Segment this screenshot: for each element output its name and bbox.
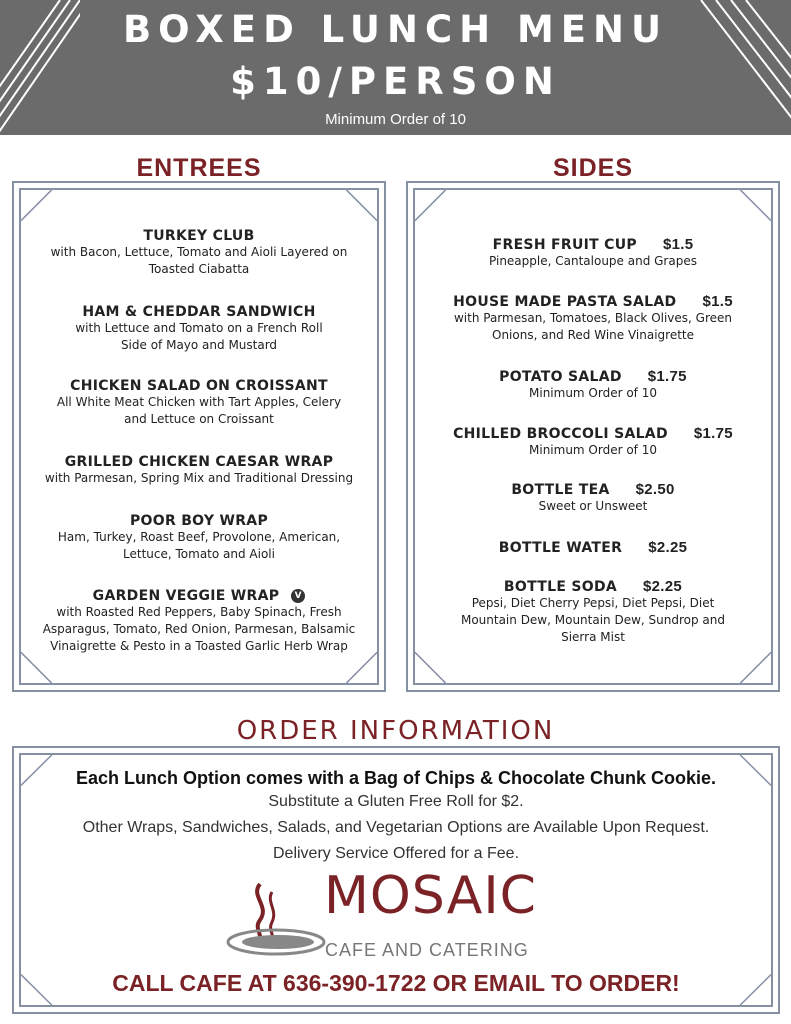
entree-description: with Parmesan, Spring Mix and Traditional Dressing [44, 471, 354, 485]
side-price: $1.5 [662, 236, 694, 253]
side-name: CHILLED BROCCOLI SALAD [453, 426, 668, 442]
call-to-order-line: CALL CAFE AT 636-390-1722 OR EMAIL TO ORDER! [112, 970, 680, 996]
entree-name: TURKEY CLUB [143, 228, 255, 244]
entree-item [14, 513, 384, 563]
sides-heading: SIDES [552, 154, 634, 182]
sides-frame [406, 181, 780, 692]
entree-description: with Lettuce and Tomato on a French Roll [75, 321, 323, 335]
entree-item [14, 588, 384, 655]
entree-description: Asparagus, Tomato, Red Onion, Parmesan, Balsamic [42, 622, 356, 636]
entree-description: Side of Mayo and Mustard [120, 338, 278, 352]
side-description: Pepsi, Diet Cherry Pepsi, Diet Pepsi, Diet [471, 596, 715, 610]
logo-tagline: CAFE AND CATERING [325, 940, 529, 960]
entree-description: Vinaigrette & Pesto in a Toasted Garlic Herb Wrap [50, 639, 348, 653]
side-item [408, 425, 778, 459]
side-item [408, 236, 778, 270]
entree-description: Lettuce, Tomato and Aioli [123, 547, 275, 561]
entree-description: with Bacon, Lettuce, Tomato and Aioli Layered on [50, 245, 348, 259]
entrees-heading: ENTREES [136, 154, 262, 182]
side-price: $2.50 [635, 481, 675, 498]
entree-description: All White Meat Chicken with Tart Apples, Celery [56, 395, 342, 409]
entree-name: GRILLED CHICKEN CAESAR WRAP [64, 454, 334, 470]
order-info-frame [12, 746, 780, 1014]
side-item [408, 368, 778, 402]
side-item [408, 293, 778, 344]
entree-name: CHICKEN SALAD ON CROISSANT [70, 378, 328, 394]
menu-title: BOXED LUNCH MENU [122, 8, 669, 51]
side-description: Onions, and Red Wine Vinaigrette [492, 328, 694, 342]
side-item [408, 578, 778, 646]
side-name: HOUSE MADE PASTA SALAD [453, 294, 677, 310]
header-banner [0, 0, 791, 135]
side-name: FRESH FRUIT CUP [492, 237, 637, 253]
entree-description: Toasted Ciabatta [148, 262, 250, 276]
entree-item [14, 304, 384, 354]
side-name: POTATO SALAD [499, 369, 622, 385]
side-description: Sweet or Unsweet [538, 499, 648, 513]
side-description: with Parmesan, Tomatoes, Black Olives, Green [453, 311, 733, 325]
side-name: BOTTLE TEA [511, 482, 610, 498]
entree-name: GARDEN VEGGIE WRAP [92, 588, 280, 604]
entree-description: and Lettuce on Croissant [124, 412, 274, 426]
steaming-cup-icon [226, 876, 326, 960]
menu-price: $10/PERSON [230, 60, 561, 103]
order-information-heading: ORDER INFORMATION [236, 716, 555, 746]
side-item [408, 481, 778, 515]
entree-description: Ham, Turkey, Roast Beef, Provolone, American, [57, 530, 341, 544]
side-name: BOTTLE SODA [503, 579, 618, 595]
other-options-line: Other Wraps, Sandwiches, Salads, and Vegetarian Options are Available Upon Request. [82, 819, 710, 836]
gluten-free-line: Substitute a Gluten Free Roll for $2. [268, 793, 524, 810]
entree-name: POOR BOY WRAP [129, 513, 269, 529]
side-price: $1.5 [702, 293, 733, 310]
entree-name: HAM & CHEDDAR SANDWICH [82, 304, 316, 320]
included-items-line: Each Lunch Option comes with a Bag of Chips & Chocolate Chunk Cookie. [75, 768, 717, 788]
side-item [408, 539, 778, 556]
entree-item [14, 454, 384, 487]
mosaic-logo-text: MOSAIC [324, 866, 537, 926]
side-price: $2.25 [643, 578, 683, 595]
side-name: BOTTLE WATER [498, 540, 623, 556]
side-description: Minimum Order of 10 [529, 386, 657, 400]
minimum-order-note: Minimum Order of 10 [325, 111, 466, 128]
entree-item [14, 378, 384, 428]
side-price: $1.75 [693, 425, 733, 442]
side-description: Mountain Dew, Mountain Dew, Sundrop and [460, 613, 726, 627]
entree-description: with Roasted Red Peppers, Baby Spinach, Fresh [56, 605, 342, 619]
vegetarian-badge-icon: V [291, 589, 305, 603]
delivery-line: Delivery Service Offered for a Fee. [272, 845, 520, 862]
entree-item [14, 228, 384, 278]
side-price: $2.25 [648, 539, 688, 556]
side-description: Pineapple, Cantaloupe and Grapes [489, 254, 697, 268]
side-description: Sierra Mist [561, 630, 625, 644]
order-details [14, 768, 778, 867]
entrees-frame [12, 181, 386, 692]
side-price: $1.75 [647, 368, 687, 385]
side-description: Minimum Order of 10 [529, 443, 657, 457]
